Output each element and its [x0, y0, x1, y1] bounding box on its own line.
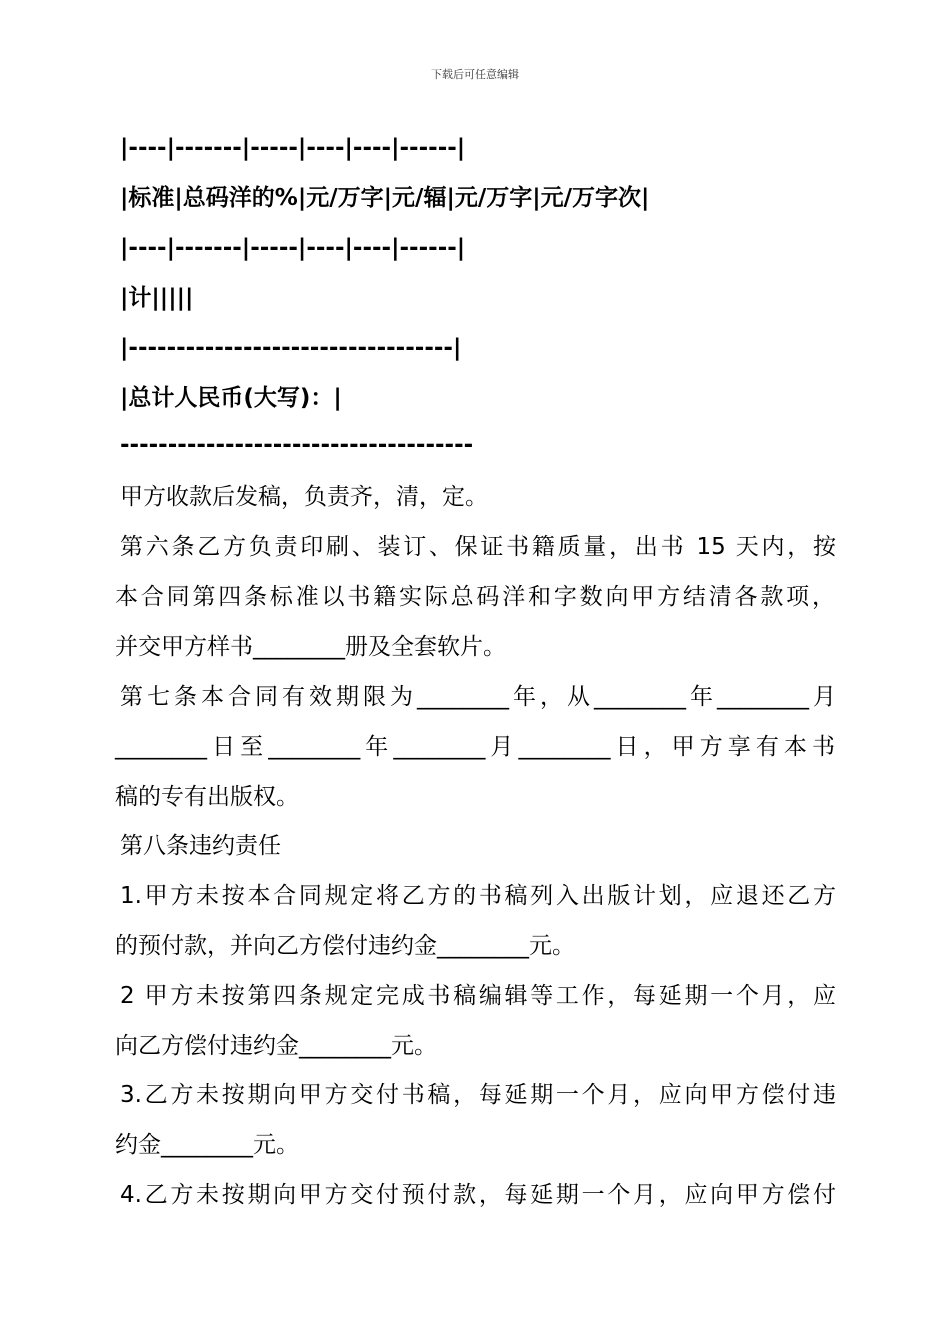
table-separator-line: |----|-------|-----|----|----|------| — [120, 135, 466, 161]
table-grand-total-row: |总计人民币(大写)：| — [120, 385, 342, 411]
table-bottom-rule: ------------------------------------- — [120, 432, 474, 458]
article-eight-heading: 第八条违约责任 — [120, 833, 281, 859]
table-total-row: |计||||| — [120, 285, 194, 311]
clause-1-line-1: 1.甲方未按本合同规定将乙方的书稿列入出版计划，应退还乙方 — [120, 883, 836, 909]
article-seven-line-1: 第七条本合同有效期限为________年，从________年________月 — [120, 684, 836, 710]
clause-2-line-2: 向乙方偿付违约金________元。 — [115, 1033, 437, 1059]
clause-2-line-1: 2 甲方未按第四条规定完成书稿编辑等工作，每延期一个月，应 — [120, 983, 836, 1009]
page-header-note: 下载后可任意编辑 — [431, 68, 519, 81]
paragraph-line: 甲方收款后发稿，负责齐，清，定。 — [120, 484, 488, 510]
article-six-line-2: 本合同第四条标准以书籍实际总码洋和字数向甲方结清各款项， — [115, 584, 835, 610]
table-separator-line: |----------------------------------| — [120, 335, 462, 361]
article-seven-line-2: ________日至________年________月________日，甲方享有本书 — [115, 734, 835, 760]
clause-3-line-1: 3.乙方未按期向甲方交付书稿，每延期一个月，应向甲方偿付违 — [120, 1082, 836, 1108]
article-seven-line-3: 稿的专有出版权。 — [115, 784, 299, 810]
table-separator-line: |----|-------|-----|----|----|------| — [120, 235, 466, 261]
article-six-line-3: 并交甲方样书________册及全套软片。 — [115, 634, 506, 660]
table-header-row: |标准|总码洋的%|元/万字|元/辐|元/万字|元/万字次| — [120, 185, 650, 211]
article-six-line-1: 第六条乙方负责印刷、装订、保证书籍质量，出书 15 天内，按 — [120, 534, 836, 560]
clause-3-line-2: 约金________元。 — [115, 1132, 299, 1158]
clause-1-line-2: 的预付款，并向乙方偿付违约金________元。 — [115, 933, 575, 959]
clause-4-line-1: 4.乙方未按期向甲方交付预付款，每延期一个月，应向甲方偿付 — [120, 1182, 836, 1208]
